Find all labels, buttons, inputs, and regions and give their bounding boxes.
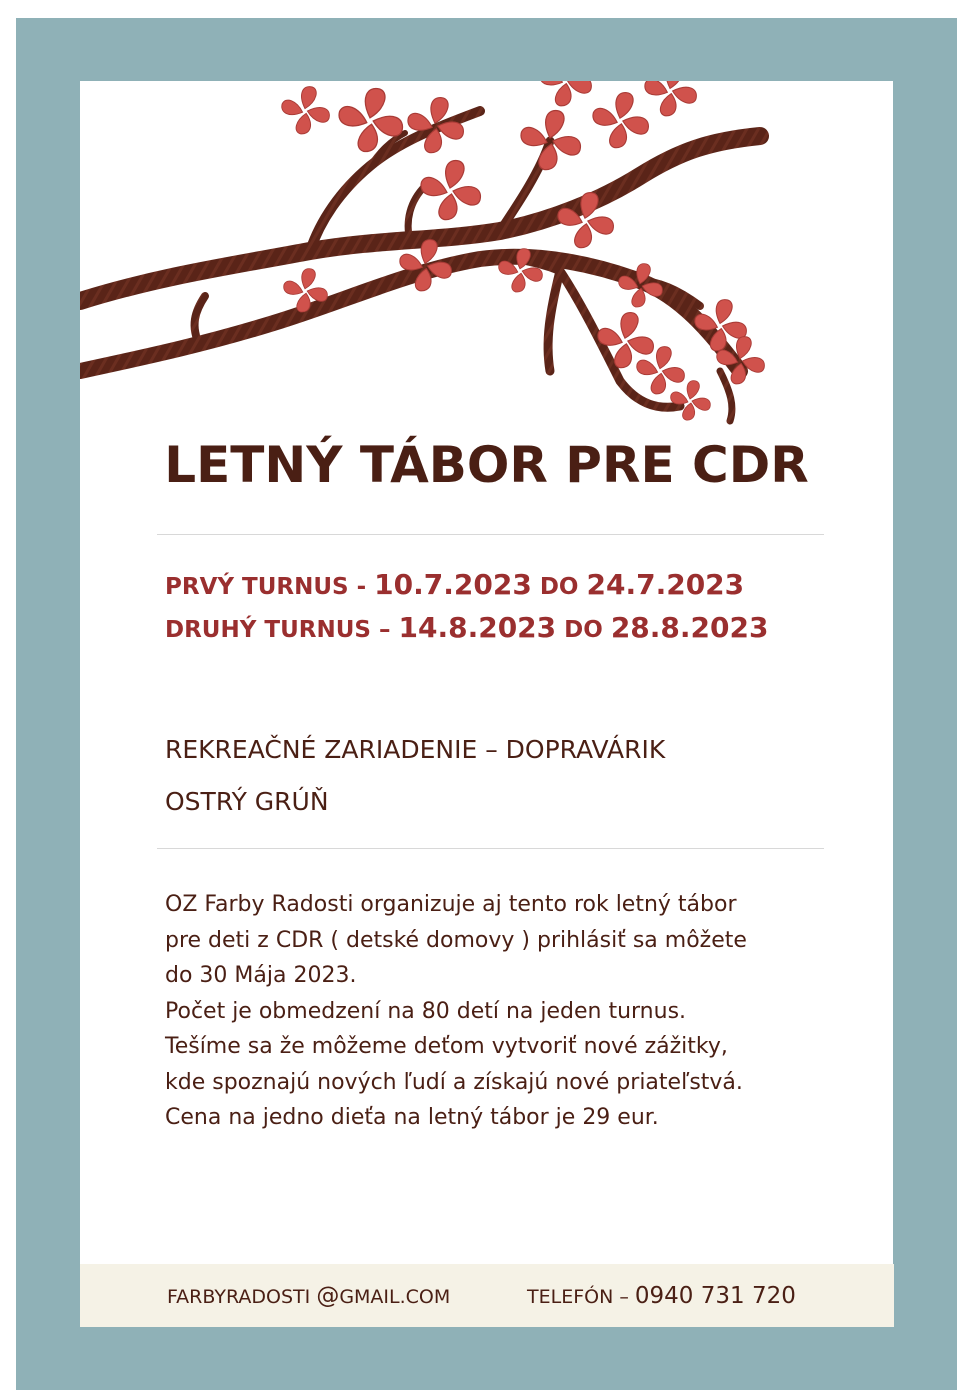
- email-domain: GMAIL.COM: [339, 1286, 451, 1308]
- venue-line-2: OSTRÝ GRÚŇ: [165, 787, 329, 816]
- description-line: Tešíme sa že môžeme deťom vytvoriť nové zážitky,: [165, 1034, 728, 1059]
- session-second-end: 28.8.2023: [610, 611, 769, 644]
- description-line: Počet je obmedzení na 80 detí na jeden turnus.: [165, 998, 687, 1024]
- session-first-end: 24.7.2023: [586, 568, 745, 601]
- email-at-sign: @: [316, 1283, 340, 1309]
- contact-phone[interactable]: [527, 1281, 796, 1312]
- session-second-separator: –: [370, 617, 399, 643]
- cherry-blossom-branch-illustration: [80, 81, 893, 441]
- description-line: do 30 Mája 2023.: [165, 963, 357, 988]
- contact-footer: [80, 1264, 894, 1327]
- email-user: FARBYRADOSTI: [167, 1286, 317, 1308]
- session-first-separator: -: [348, 574, 375, 600]
- session-second: [165, 609, 768, 651]
- venue-line-1: REKREAČNÉ ZARIADENIE – DOPRAVÁRIK: [165, 735, 666, 764]
- phone-label: TELEFÓN –: [527, 1286, 635, 1308]
- description-line: OZ Farby Radosti organizuje aj tento rok letný tábor: [165, 892, 737, 917]
- session-first: [165, 566, 744, 608]
- contact-email[interactable]: [167, 1281, 450, 1312]
- divider-bottom: [157, 848, 824, 849]
- session-second-between: DO: [556, 617, 611, 643]
- description-line: kde spoznajú nových ľudí a získajú nové priateľstvá.: [165, 1069, 743, 1095]
- phone-number: 0940 731 720: [634, 1283, 796, 1309]
- session-second-start: 14.8.2023: [398, 611, 557, 644]
- session-first-label: PRVÝ TURNUS: [165, 574, 349, 600]
- session-first-start: 10.7.2023: [374, 568, 532, 601]
- poster-title: LETNÝ TÁBOR PRE CDR: [164, 436, 809, 494]
- description-paragraph: [165, 887, 865, 1136]
- description-line: pre deti z CDR ( detské domovy ) prihlásiť sa môžete: [165, 927, 747, 953]
- session-first-between: DO: [531, 574, 587, 600]
- poster-sheet: [80, 81, 893, 1327]
- session-second-label: DRUHÝ TURNUS: [165, 617, 371, 643]
- divider-top: [157, 534, 824, 535]
- description-line: Cena na jedno dieťa na letný tábor je 29 eur.: [165, 1105, 659, 1130]
